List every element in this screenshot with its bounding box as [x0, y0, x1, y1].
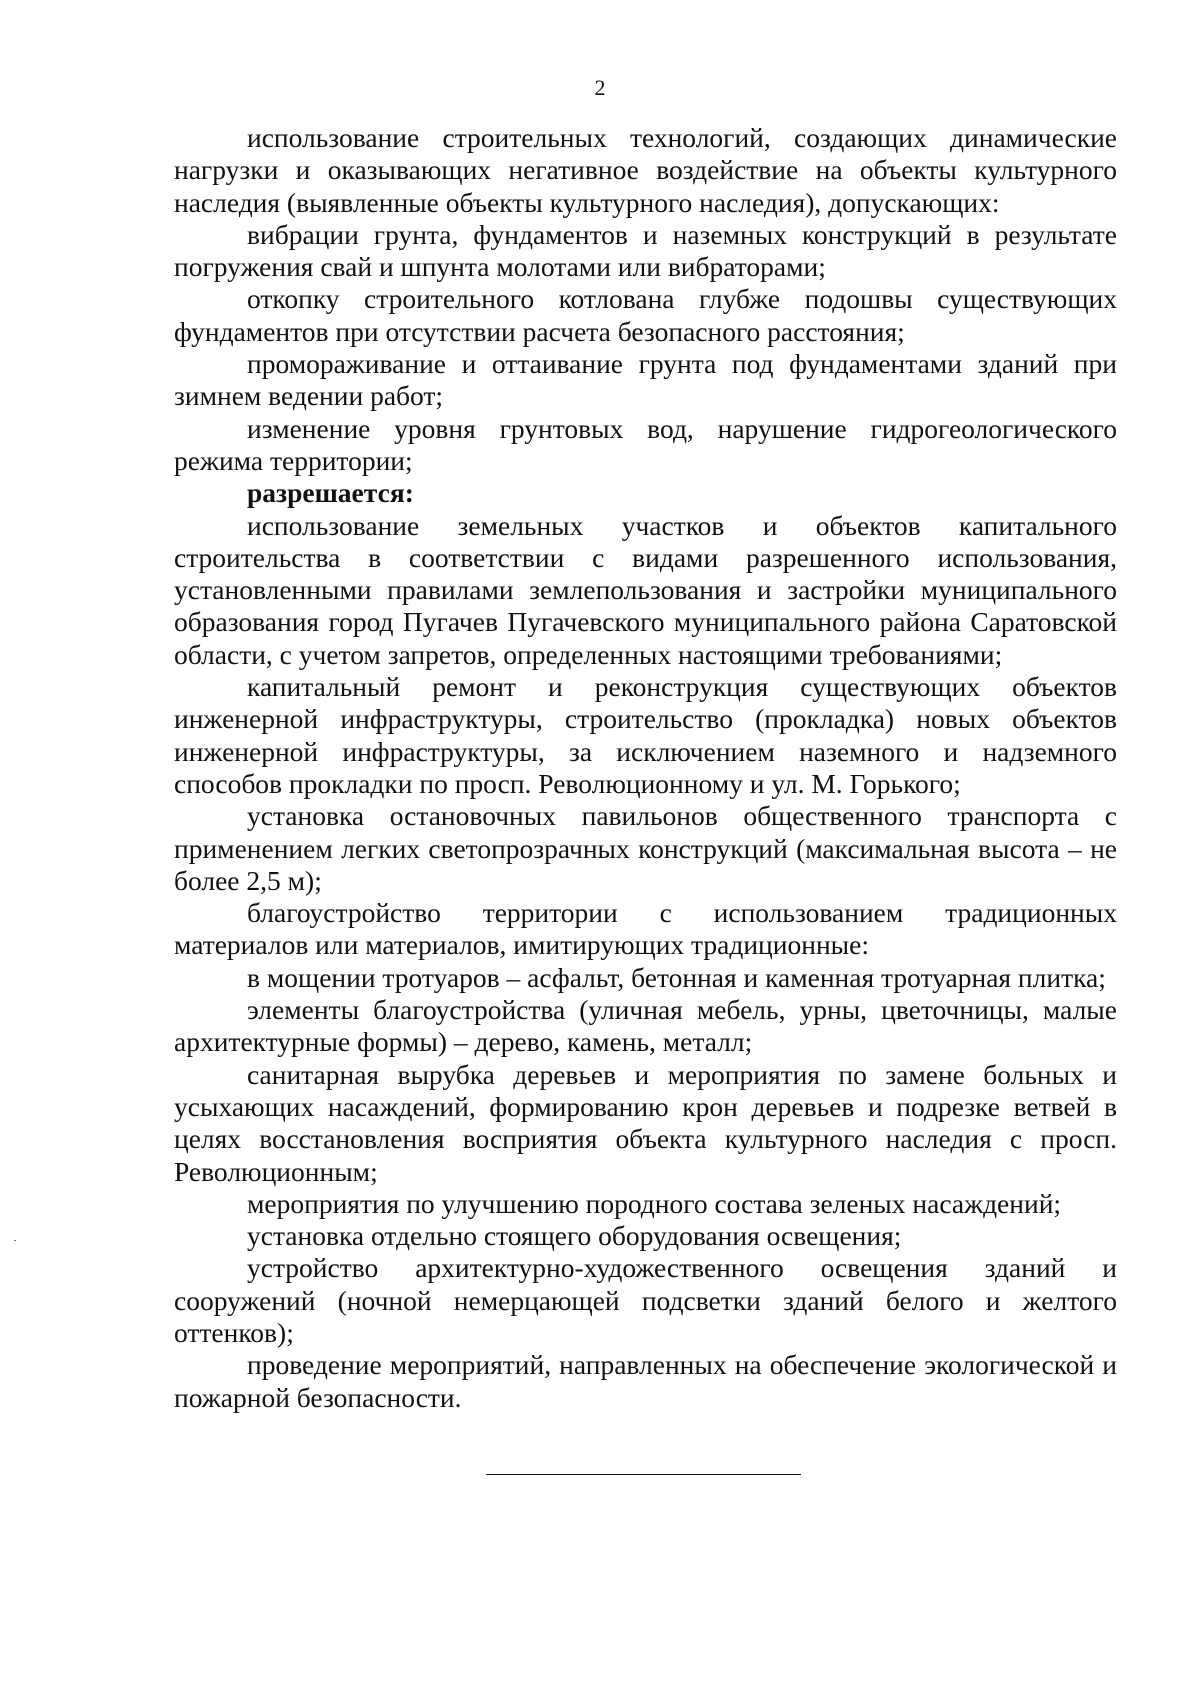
section-heading: разрешается:: [247, 477, 414, 509]
paragraph: установка отдельно стоящего оборудования освещения;: [247, 1220, 902, 1252]
paragraph: элементы благоустройства (уличная мебель, урны, цветочницы, малые архитектурные формы) – дерево, камень, металл;: [174, 994, 1117, 1058]
document-body: [174, 122, 1117, 1414]
paragraph: использование земельных участков и объектов капитального строительства в соответствии с видами разрешенного использования, установленными правилами землепользования и застройки муниципального образования город Пугачев Пугачевского муниципального района Саратовской области, с учетом запретов, определенных настоящими требованиями;: [174, 509, 1117, 670]
paragraph: промораживание и оттаивание грунта под фундаментами зданий при зимнем ведении работ;: [174, 348, 1117, 412]
paragraph: устройство архитектурно-художественного освещения зданий и сооружений (ночной немерцающей подсветки зданий белого и желтого оттенков);: [174, 1252, 1117, 1348]
paragraph: откопку строительного котлована глубже подошвы существующих фундаментов при отсутствии расчета безопасного расстояния;: [174, 283, 1117, 347]
paragraph: установка остановочных павильонов общественного транспорта с применением легких светопрозрачных конструкций (максимальная высота – не более 2,5 м);: [174, 800, 1117, 896]
scan-speck: [14, 1240, 16, 1241]
paragraph: использование строительных технологий, создающих динамические нагрузки и оказывающих негативное воздействие на объекты культурного наследия (выявленные объекты культурного наследия), допускающих:: [174, 122, 1117, 218]
end-separator-line: [486, 1474, 801, 1475]
paragraph: благоустройство территории с использованием традиционных материалов или материалов, имитирующих традиционные:: [174, 897, 1117, 961]
paragraph: в мощении тротуаров – асфальт, бетонная и каменная тротуарная плитка;: [247, 961, 1106, 993]
paragraph: мероприятия по улучшению породного состава зеленых насаждений;: [247, 1187, 1062, 1219]
paragraph: проведение мероприятий, направленных на обеспечение экологической и пожарной безопасности.: [174, 1349, 1117, 1413]
paragraph: капитальный ремонт и реконструкция существующих объектов инженерной инфраструктуры, строительство (прокладка) новых объектов инженерной инфраструктуры, за исключением наземного и надземного способов прокладки по просп. Революционному и ул. М. Горького;: [174, 671, 1117, 799]
paragraph: изменение уровня грунтовых вод, нарушение гидрогеологического режима территории;: [174, 412, 1117, 476]
paragraph: вибрации грунта, фундаментов и наземных конструкций в результате погружения свай и шпунта молотами или вибраторами;: [174, 218, 1117, 283]
paragraph: санитарная вырубка деревьев и мероприятия по замене больных и усыхающих насаждений, формированию крон деревьев и подрезке ветвей в целях восстановления восприятия объекта культурного наследия с просп. Революционным;: [174, 1058, 1117, 1187]
page-number: 2: [594, 75, 606, 100]
